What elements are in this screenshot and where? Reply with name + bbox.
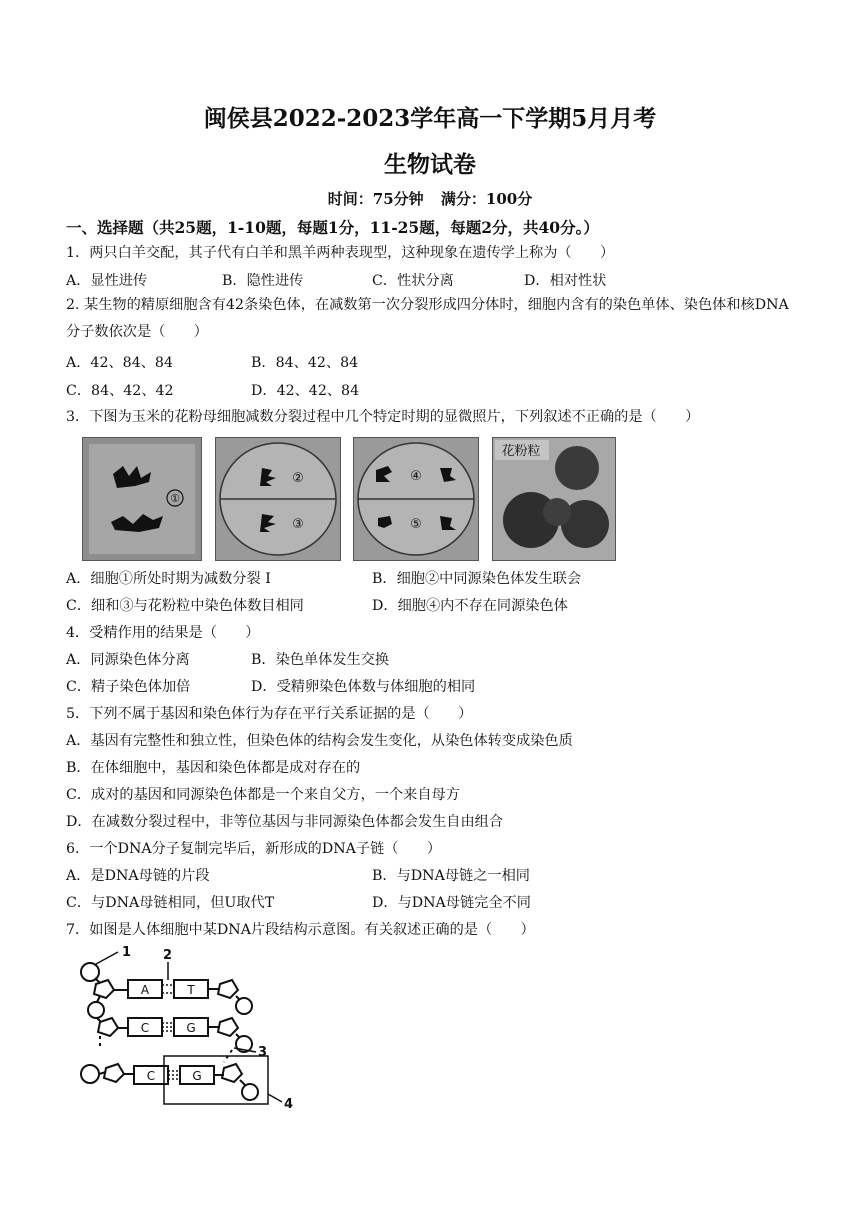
base-c-1: C — [140, 1021, 150, 1035]
q3-option-d: D．细胞④内不存在同源染色体 — [372, 598, 568, 614]
micrograph-label-3: ③ — [292, 517, 304, 532]
q5-option-d: D．在减数分裂过程中，非等位基因与非同源染色体都会发生自由组合 — [66, 814, 504, 830]
q4-stem: 4．受精作用的结果是（ ） — [66, 625, 260, 641]
q6-option-b: B．与DNA母链之一相同 — [372, 868, 530, 884]
q7-stem: 7．如图是人体细胞中某DNA片段结构示意图。有关叙述正确的是（ ） — [66, 922, 535, 938]
q6-options-row1 — [66, 865, 530, 885]
base-t: T — [187, 983, 195, 997]
q2-options-row2 — [66, 380, 359, 400]
exam-title: 闽侯县2022-2023学年高一下学期5月月考 — [203, 105, 657, 132]
exam-score: 满分：100分 — [440, 190, 533, 208]
micrograph-label-5: ⑤ — [410, 517, 422, 532]
q4-option-a: A．同源染色体分离 — [66, 652, 190, 668]
micrograph-label-pollen: 花粉粒 — [501, 444, 541, 459]
micrograph-1 — [82, 437, 202, 561]
base-a: A — [140, 983, 150, 997]
q3-stem: 3．下图为玉米的花粉母细胞减数分裂过程中几个特定时期的显微照片，下列叙述不正确的是（ ） — [66, 409, 700, 425]
q6-options-row2 — [66, 892, 531, 912]
micrograph-3 — [353, 437, 479, 561]
q4-options-row2 — [66, 676, 475, 696]
micrograph-label-2: ② — [292, 471, 304, 486]
q2-option-a: A．42、84、84 — [66, 355, 173, 371]
q1-options — [66, 270, 606, 290]
micrograph-pollen — [492, 437, 616, 561]
q2-option-b: B．84、42、84 — [251, 355, 359, 371]
q1-stem: 1．两只白羊交配，其子代有白羊和黑羊两种表现型，这种现象在遗传学上称为（ ） — [66, 245, 615, 261]
q4-option-d: D．受精卵染色体数与体细胞的相同 — [251, 679, 476, 695]
q2-option-d: D．42、42、84 — [251, 383, 360, 399]
q2-options-row1 — [66, 352, 358, 372]
q2-stem: 2. 某生物的精原细胞含有42条染色体，在减数第一次分裂形成四分体时，细胞内含有的染色单体、染色体和核DNA分子数依次是（ ） — [66, 297, 789, 340]
micrograph-label-1: ① — [170, 492, 180, 505]
q3-option-c: C．细和③与花粉粒中染色体数目相同 — [66, 598, 304, 614]
q5-option-b: B．在体细胞中，基因和染色体都是成对存在的 — [66, 760, 361, 776]
q4-option-b: B．染色单体发生交换 — [251, 652, 390, 668]
q3-options-row2 — [66, 595, 568, 615]
micrograph-label-4: ④ — [410, 469, 422, 484]
q3-options-row1 — [66, 568, 581, 588]
diagram-label-3: 3 — [258, 1045, 268, 1060]
exam-subtitle: 生物试卷 — [384, 151, 476, 178]
section-heading: 一、选择题（共25题，1-10题，每题1分，11-25题，每题2分，共40分。） — [66, 218, 599, 237]
dna-structure-diagram — [66, 944, 306, 1114]
q4-options-row1 — [66, 649, 389, 669]
exam-meta — [0, 188, 860, 209]
q5-option-a: A．基因有完整性和独立性，但染色体的结构会发生变化，从染色体转变成染色质 — [66, 733, 573, 749]
q4-option-c: C．精子染色体加倍 — [66, 679, 191, 695]
q3-option-b: B．细胞②中同源染色体发生联会 — [372, 571, 582, 587]
base-g-2: G — [192, 1069, 202, 1083]
q6-option-c: C．与DNA母链相同，但U取代T — [66, 895, 275, 911]
base-g-1: G — [186, 1021, 196, 1035]
q6-option-d: D．与DNA母链完全不同 — [372, 895, 531, 911]
diagram-label-2: 2 — [163, 948, 173, 963]
q2-option-c: C．84、42、42 — [66, 383, 174, 399]
diagram-label-4: 4 — [284, 1097, 294, 1112]
diagram-label-1: 1 — [122, 945, 132, 960]
q1-option-d: D．相对性状 — [524, 273, 607, 289]
q1-option-c: C．性状分离 — [372, 273, 454, 289]
micrograph-2 — [215, 437, 341, 561]
q6-stem: 6．一个DNA分子复制完毕后，新形成的DNA子链（ ） — [66, 841, 442, 857]
q1-option-a: A．显性进传 — [66, 273, 148, 289]
q3-option-a: A．细胞①所处时期为减数分裂 I — [66, 571, 271, 587]
base-c-2: C — [146, 1069, 156, 1083]
q6-option-a: A．是DNA母链的片段 — [66, 868, 210, 884]
q5-stem: 5．下列不属于基因和染色体行为存在平行关系证据的是（ ） — [66, 706, 473, 722]
q1-option-b: B．隐性进传 — [222, 273, 304, 289]
q5-option-c: C．成对的基因和同源染色体都是一个来自父方，一个来自母方 — [66, 787, 460, 803]
exam-time: 时间：75分钟 — [327, 190, 424, 208]
